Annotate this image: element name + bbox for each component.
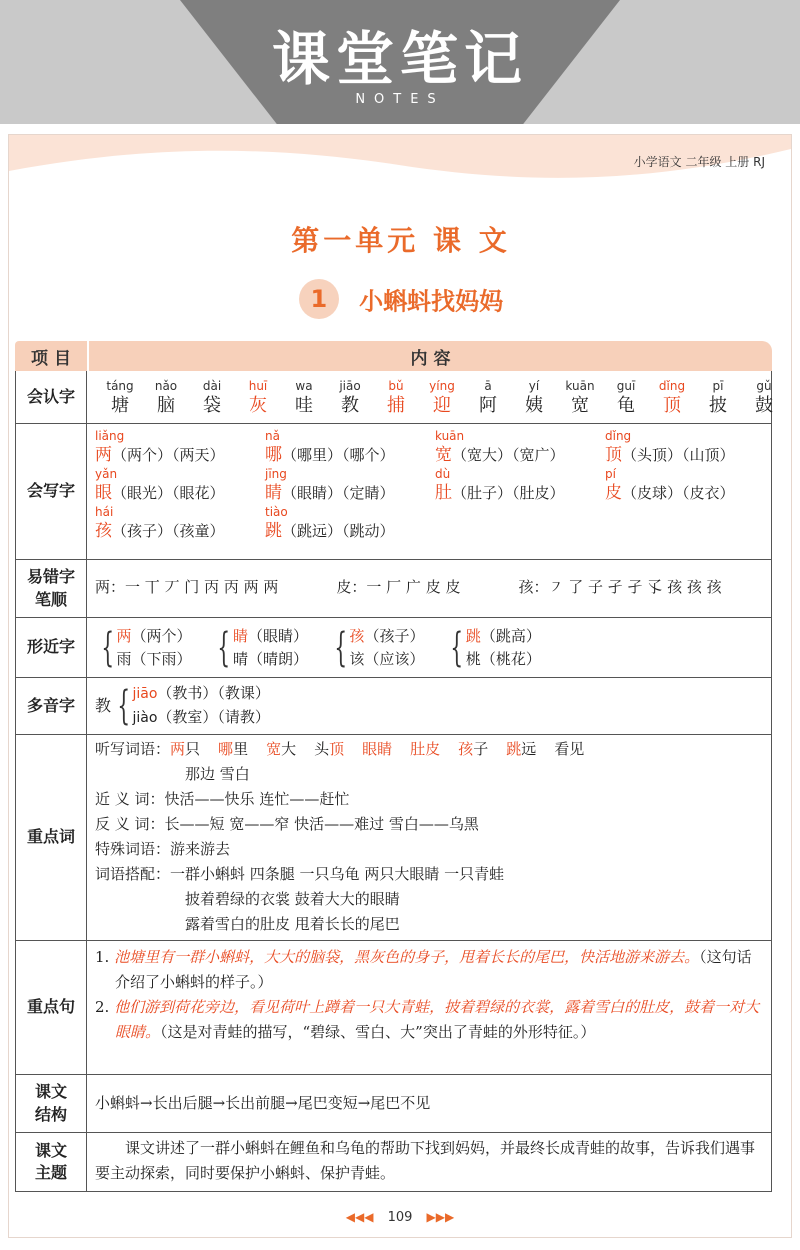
row-content bbox=[87, 678, 771, 734]
notes-table bbox=[15, 341, 772, 1192]
similar-word: （两个） bbox=[131, 626, 192, 645]
word-part: 子 bbox=[473, 740, 489, 758]
word-highlight: 顶 bbox=[329, 740, 345, 758]
words: （跳远）（跳动） bbox=[282, 522, 395, 540]
pinyin: bǔ bbox=[388, 379, 404, 393]
stroke-order: 两：一 丅 丆 门 丙 丙 两 两 bbox=[95, 578, 279, 596]
hanzi: 迎 bbox=[433, 395, 451, 416]
word-part: 头 bbox=[314, 740, 330, 758]
next-arrows-icon: ▶▶▶ bbox=[426, 1210, 455, 1224]
dictation-line2: 那边 雪白 bbox=[185, 765, 250, 783]
recognize-char bbox=[419, 377, 465, 417]
words: （肚子）（肚皮） bbox=[452, 484, 565, 502]
hanzi: 捕 bbox=[387, 395, 405, 416]
banner-title: 课堂笔记 bbox=[271, 25, 528, 93]
dictation-label: 听写词语： bbox=[95, 740, 171, 758]
words: （宽大）（宽广） bbox=[452, 446, 565, 464]
hanzi: 眼 bbox=[95, 483, 112, 503]
words: （教书）（教课） bbox=[157, 684, 270, 702]
recognize-char bbox=[603, 377, 649, 417]
row-label: 多音字 bbox=[16, 678, 87, 734]
word-part: 远 bbox=[521, 740, 537, 758]
brace-icon: { bbox=[450, 624, 464, 671]
row-sentences bbox=[15, 941, 772, 1075]
recognize-char bbox=[281, 377, 327, 417]
row-theme bbox=[15, 1133, 772, 1192]
similar-group bbox=[95, 625, 191, 671]
lesson-number-badge: 1 bbox=[299, 279, 339, 319]
words: （皮球）（皮衣） bbox=[622, 484, 735, 502]
recognize-char bbox=[741, 377, 787, 417]
words: （教室）（请教） bbox=[157, 708, 270, 726]
write-char-item bbox=[435, 428, 605, 466]
pinyin: kuān bbox=[565, 379, 595, 393]
pinyin: yǎn bbox=[95, 467, 118, 481]
collocation: 露着雪白的肚皮 甩着长长的尾巴 bbox=[185, 915, 400, 933]
words: （两个）（两天） bbox=[112, 446, 225, 464]
similar-word: （跳高） bbox=[480, 626, 541, 645]
header-item: 项 目 bbox=[15, 341, 87, 371]
words: （眼光）（眼花） bbox=[112, 484, 225, 502]
prev-arrows-icon: ◀◀◀ bbox=[345, 1210, 374, 1224]
pinyin: jiào bbox=[132, 710, 158, 726]
word-highlight: 跳 bbox=[506, 740, 522, 758]
hanzi: 两 bbox=[95, 445, 112, 465]
similar-char: 睛 bbox=[232, 626, 248, 645]
pinyin: jiāo bbox=[339, 379, 361, 393]
word-part: 只 bbox=[185, 740, 201, 758]
word-highlight: 两 bbox=[170, 740, 186, 758]
theme-text: 课文讲述了一群小蝌蚪在鲤鱼和乌龟的帮助下找到妈妈，并最终长成青蛙的故事，告诉我们遇事要主动探索，同时要保护小蝌蚪、保护青蛙。 bbox=[95, 1139, 756, 1182]
pinyin: jiāo bbox=[132, 686, 158, 702]
write-char-item bbox=[95, 504, 265, 542]
stroke-order: 孩：㇇ 了 子 孑 孑 孓 孩 孩 孩 bbox=[518, 578, 722, 596]
pinyin: pí bbox=[605, 467, 616, 481]
pinyin: wa bbox=[295, 379, 313, 393]
sentence-note: （这是对青蛙的描写，“碧绿、雪白、大”突出了青蛙的外形特征。） bbox=[160, 1023, 596, 1041]
pinyin: hái bbox=[95, 505, 114, 519]
hanzi: 教 bbox=[341, 395, 359, 416]
structure-text: 小蝌蚪→长出后腿→长出前腿→尾巴变短→尾巴不见 bbox=[95, 1094, 431, 1113]
sentence-text: 池塘里有一群小蝌蚪，大大的脑袋，黑灰色的身子，甩着长长的尾巴，快活地游来游去。 bbox=[114, 948, 700, 966]
synonym-label: 近 义 词： bbox=[95, 790, 165, 808]
hanzi: 皮 bbox=[605, 483, 622, 503]
polyphone-char: 教 bbox=[95, 696, 112, 715]
word-highlight: 宽 bbox=[266, 740, 282, 758]
label-line: 易错字 bbox=[26, 567, 75, 587]
notes-page bbox=[8, 134, 792, 1238]
hanzi: 睛 bbox=[265, 483, 282, 503]
label-line: 结构 bbox=[34, 1104, 67, 1124]
sentence-number: 2. bbox=[95, 998, 110, 1016]
hanzi: 顶 bbox=[663, 395, 681, 416]
pinyin: guī bbox=[616, 379, 636, 393]
row-label: 形近字 bbox=[16, 618, 87, 677]
hanzi: 脑 bbox=[157, 395, 175, 416]
write-char-item bbox=[95, 428, 265, 466]
dictation-word bbox=[314, 740, 344, 758]
label-line: 课文 bbox=[34, 1082, 67, 1102]
dictation-word bbox=[266, 740, 296, 758]
recognize-char bbox=[189, 377, 235, 417]
pinyin: kuān bbox=[435, 429, 465, 443]
similar-pair: 桃（桃花） bbox=[465, 649, 541, 668]
hanzi: 鼓 bbox=[755, 395, 773, 416]
recognize-char bbox=[557, 377, 603, 417]
row-keywords bbox=[15, 735, 772, 941]
word-part: 看见 bbox=[554, 740, 585, 758]
word-highlight: 肚皮 bbox=[410, 740, 441, 758]
row-label: 重点句 bbox=[16, 941, 87, 1074]
label-line: 课文 bbox=[34, 1140, 67, 1160]
unit-title: 第一单元 课 文 bbox=[291, 224, 511, 257]
similar-word: （孩子） bbox=[364, 626, 425, 645]
word-highlight: 孩 bbox=[458, 740, 474, 758]
grade-info: 小学语文 二年级 上册 RJ bbox=[633, 155, 765, 169]
row-label: 会写字 bbox=[16, 424, 87, 559]
sentence-note: （这句话介绍了小蝌蚪的样子。） bbox=[115, 948, 752, 991]
write-char-item bbox=[435, 466, 605, 504]
dictation-word bbox=[410, 740, 440, 758]
row-content bbox=[87, 424, 773, 559]
pinyin: liǎng bbox=[95, 429, 125, 443]
antonyms: 长——短 宽——窄 快活——难过 雪白——乌黑 bbox=[164, 815, 479, 833]
hanzi: 肚 bbox=[435, 483, 452, 503]
dictation-line bbox=[95, 737, 763, 762]
pinyin: pī bbox=[712, 379, 724, 393]
similar-group bbox=[328, 625, 424, 671]
pinyin: dài bbox=[202, 379, 222, 393]
label-line: 笔顺 bbox=[34, 589, 67, 609]
collocation: 披着碧绿的衣裳 鼓着大大的眼睛 bbox=[185, 890, 400, 908]
hanzi: 顶 bbox=[605, 445, 622, 465]
dictation-word bbox=[170, 740, 200, 758]
row-label: 会认字 bbox=[16, 371, 87, 423]
hanzi: 阿 bbox=[479, 395, 497, 416]
brace-icon: { bbox=[101, 624, 115, 671]
similar-char: 两 bbox=[116, 626, 132, 645]
row-label bbox=[16, 1075, 87, 1132]
words: （眼睛）（定睛） bbox=[282, 484, 395, 502]
row-structure bbox=[15, 1075, 772, 1133]
hanzi: 披 bbox=[709, 395, 727, 416]
banner-subtitle: NOTES bbox=[355, 92, 445, 107]
similar-group bbox=[444, 625, 540, 671]
pinyin: nǎ bbox=[265, 429, 280, 443]
hanzi: 跳 bbox=[265, 521, 282, 541]
antonym-label: 反 义 词： bbox=[95, 815, 165, 833]
collocation-label: 词语搭配： bbox=[95, 865, 171, 883]
key-sentence bbox=[95, 995, 763, 1045]
row-content bbox=[87, 941, 771, 1074]
recognize-char bbox=[327, 377, 373, 417]
brace-icon: { bbox=[217, 624, 231, 671]
recognize-char bbox=[97, 377, 143, 417]
hanzi: 宽 bbox=[571, 395, 589, 416]
write-char-item bbox=[95, 466, 265, 504]
similar-char: 孩 bbox=[349, 626, 365, 645]
recognize-char bbox=[649, 377, 695, 417]
lesson-name: 小蝌蚪找妈妈 bbox=[359, 287, 504, 316]
hanzi: 哪 bbox=[265, 445, 282, 465]
pinyin: tiào bbox=[265, 505, 288, 519]
recognize-char bbox=[143, 377, 189, 417]
row-label bbox=[16, 1133, 87, 1191]
hanzi: 宽 bbox=[435, 445, 452, 465]
word-highlight: 哪 bbox=[218, 740, 234, 758]
words: （孩子）（孩童） bbox=[112, 522, 225, 540]
recognize-chars bbox=[95, 375, 789, 419]
lesson-title bbox=[9, 279, 793, 319]
recognize-char bbox=[235, 377, 281, 417]
similar-word: （眼睛） bbox=[247, 626, 308, 645]
dictation-word bbox=[506, 740, 536, 758]
synonyms: 快活——快乐 连忙——赶忙 bbox=[164, 790, 350, 808]
pinyin: ā bbox=[484, 379, 492, 393]
pinyin: jīng bbox=[265, 467, 287, 481]
write-char-item bbox=[265, 466, 435, 504]
header-banner bbox=[0, 0, 800, 124]
recognize-char bbox=[695, 377, 741, 417]
pinyin: gǔ bbox=[756, 379, 772, 393]
write-char-item bbox=[605, 428, 765, 466]
dictation-word bbox=[362, 740, 392, 758]
key-sentence bbox=[95, 945, 763, 995]
row-label: 重点词 bbox=[16, 735, 87, 940]
similar-pair: 该（应该） bbox=[349, 649, 425, 668]
recognize-char bbox=[511, 377, 557, 417]
word-highlight: 眼睛 bbox=[362, 740, 393, 758]
word-part: 里 bbox=[233, 740, 249, 758]
label-line: 主题 bbox=[34, 1163, 67, 1182]
word-part: 大 bbox=[281, 740, 297, 758]
row-content bbox=[87, 1075, 771, 1132]
special-words: 游来游去 bbox=[170, 840, 231, 858]
sentence-number: 1. bbox=[95, 948, 110, 966]
page-number: 109 bbox=[387, 1210, 413, 1225]
words: （头顶）（山顶） bbox=[622, 446, 735, 464]
similar-pair: 晴（晴朗） bbox=[232, 649, 308, 668]
write-char-item bbox=[265, 504, 435, 542]
pinyin: nǎo bbox=[154, 379, 178, 393]
table-header bbox=[15, 341, 772, 371]
write-char-item bbox=[605, 466, 765, 504]
recognize-char bbox=[373, 377, 419, 417]
row-polyphone bbox=[15, 678, 772, 735]
brace-icon: { bbox=[334, 624, 348, 671]
write-char-item bbox=[265, 428, 435, 466]
hanzi: 袋 bbox=[203, 395, 221, 416]
row-content bbox=[87, 1133, 771, 1191]
row-content bbox=[87, 371, 797, 423]
hanzi: 姨 bbox=[525, 395, 543, 416]
row-similar bbox=[15, 618, 772, 678]
row-recognize bbox=[15, 371, 772, 424]
hanzi: 孩 bbox=[95, 521, 112, 541]
pinyin: huī bbox=[248, 379, 268, 393]
recognize-char bbox=[465, 377, 511, 417]
hanzi: 灰 bbox=[249, 395, 267, 416]
pinyin: yíng bbox=[429, 379, 455, 393]
words: （哪里）（哪个） bbox=[282, 446, 395, 464]
similar-pair: 雨（下雨） bbox=[116, 649, 192, 668]
row-content bbox=[87, 735, 771, 940]
similar-group bbox=[211, 625, 307, 671]
row-content bbox=[87, 618, 771, 677]
pinyin: dǐng bbox=[658, 379, 686, 393]
row-content bbox=[87, 560, 771, 617]
collocation: 一群小蝌蚪 四条腿 一只乌龟 两只大眼睛 一只青蛙 bbox=[170, 865, 505, 883]
brace-icon: { bbox=[117, 683, 131, 729]
stroke-order: 皮：一 厂 广 皮 皮 bbox=[336, 578, 461, 596]
row-write bbox=[15, 424, 772, 560]
dictation-word bbox=[554, 740, 584, 758]
hanzi: 哇 bbox=[295, 395, 313, 416]
header-content: 内 容 bbox=[89, 341, 772, 371]
row-strokes bbox=[15, 560, 772, 618]
page-footer bbox=[0, 1210, 800, 1225]
sentence-text: 他们游到荷花旁边，看见荷叶上蹲着一只大青蛙，披着碧绿的衣裳，露着雪白的肚皮，鼓着一对大眼睛。 bbox=[114, 998, 760, 1041]
dictation-word bbox=[458, 740, 488, 758]
dictation-word bbox=[218, 740, 248, 758]
hanzi: 龟 bbox=[617, 395, 635, 416]
special-label: 特殊词语： bbox=[95, 840, 171, 858]
row-label bbox=[16, 560, 87, 617]
pinyin: táng bbox=[106, 379, 134, 393]
pinyin: yí bbox=[528, 379, 540, 393]
pinyin: dǐng bbox=[605, 429, 632, 443]
pinyin: dù bbox=[435, 467, 451, 481]
similar-char: 跳 bbox=[465, 626, 481, 645]
hanzi: 塘 bbox=[111, 395, 129, 416]
